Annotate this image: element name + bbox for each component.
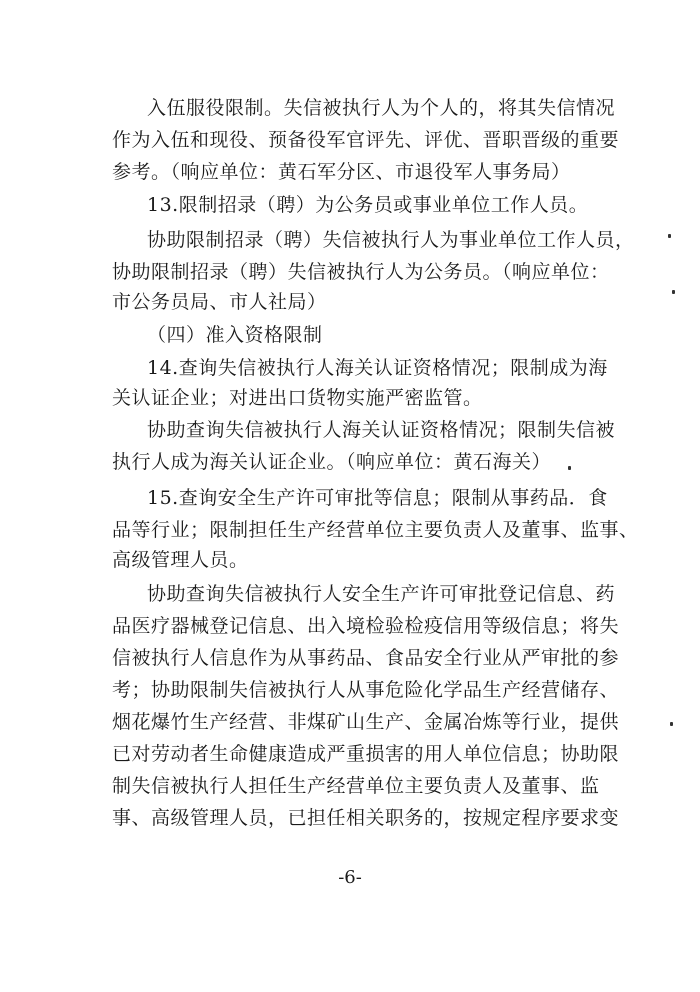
- paragraph-line: 高级管理人员。: [112, 549, 249, 571]
- paragraph-line: 协助查询失信被执行人安全生产许可审批登记信息、药: [147, 583, 616, 605]
- page-number: -6-: [338, 867, 362, 888]
- paragraph-line: 市公务员局、市人社局）: [112, 291, 327, 313]
- scan-speck: [670, 722, 673, 726]
- paragraph-line: 作为入伍和现役、预备役军官评先、评优、晋职晋级的重要: [112, 129, 620, 151]
- paragraph-line: 协助限制招录（聘）失信被执行人为事业单位工作人员，: [147, 229, 635, 251]
- paragraph-line: 协助限制招录（聘）失信被执行人为公务员。（响应单位：: [112, 261, 610, 283]
- paragraph-line: 关认证企业；对进出口货物实施严密监管。: [112, 387, 483, 409]
- scan-speck: [672, 290, 675, 294]
- paragraph-line: 14.查询失信被执行人海关认证资格情况；限制成为海: [147, 357, 608, 379]
- paragraph-line: 信被执行人信息作为从事药品、食品安全行业从严审批的参: [112, 647, 620, 669]
- paragraph-line: 执行人成为海关认证企业。（响应单位：黄石海关）: [112, 451, 552, 473]
- paragraph-line: 参考。（响应单位：黄石军分区、市退役军人事务局）: [112, 161, 571, 183]
- paragraph-line: 制失信被执行人担任生产经营单位主要负责人及董事、监: [112, 775, 600, 797]
- paragraph-line: 品等行业；限制担任生产经营单位主要负责人及董事、监事、: [112, 519, 639, 541]
- paragraph-line: 烟花爆竹生产经营、非煤矿山生产、金属冶炼等行业，提供: [112, 711, 620, 733]
- paragraph-line: 品医疗器械登记信息、出入境检验检疫信用等级信息；将失: [112, 615, 620, 637]
- paragraph-line: 事、高级管理人员，已担任相关职务的，按规定程序要求变: [112, 807, 620, 829]
- paragraph-line: 入伍服役限制。失信被执行人为个人的，将其失信情况: [147, 97, 616, 119]
- paragraph-line: 已对劳动者生命健康造成严重损害的用人单位信息；协助限: [112, 743, 620, 765]
- paragraph-line: 15.查询安全生产许可审批等信息；限制从事药品．食: [147, 487, 608, 509]
- section-heading: （四）准入资格限制: [147, 324, 323, 346]
- paragraph-line: 13.限制招录（聘）为公务员或事业单位工作人员。: [147, 194, 589, 216]
- scan-speck: [568, 466, 571, 470]
- scan-speck: [668, 234, 671, 238]
- paragraph-line: 协助查询失信被执行人海关认证资格情况；限制失信被: [147, 419, 616, 441]
- paragraph-line: 考；协助限制失信被执行人从事危险化学品生产经营储存、: [112, 679, 620, 701]
